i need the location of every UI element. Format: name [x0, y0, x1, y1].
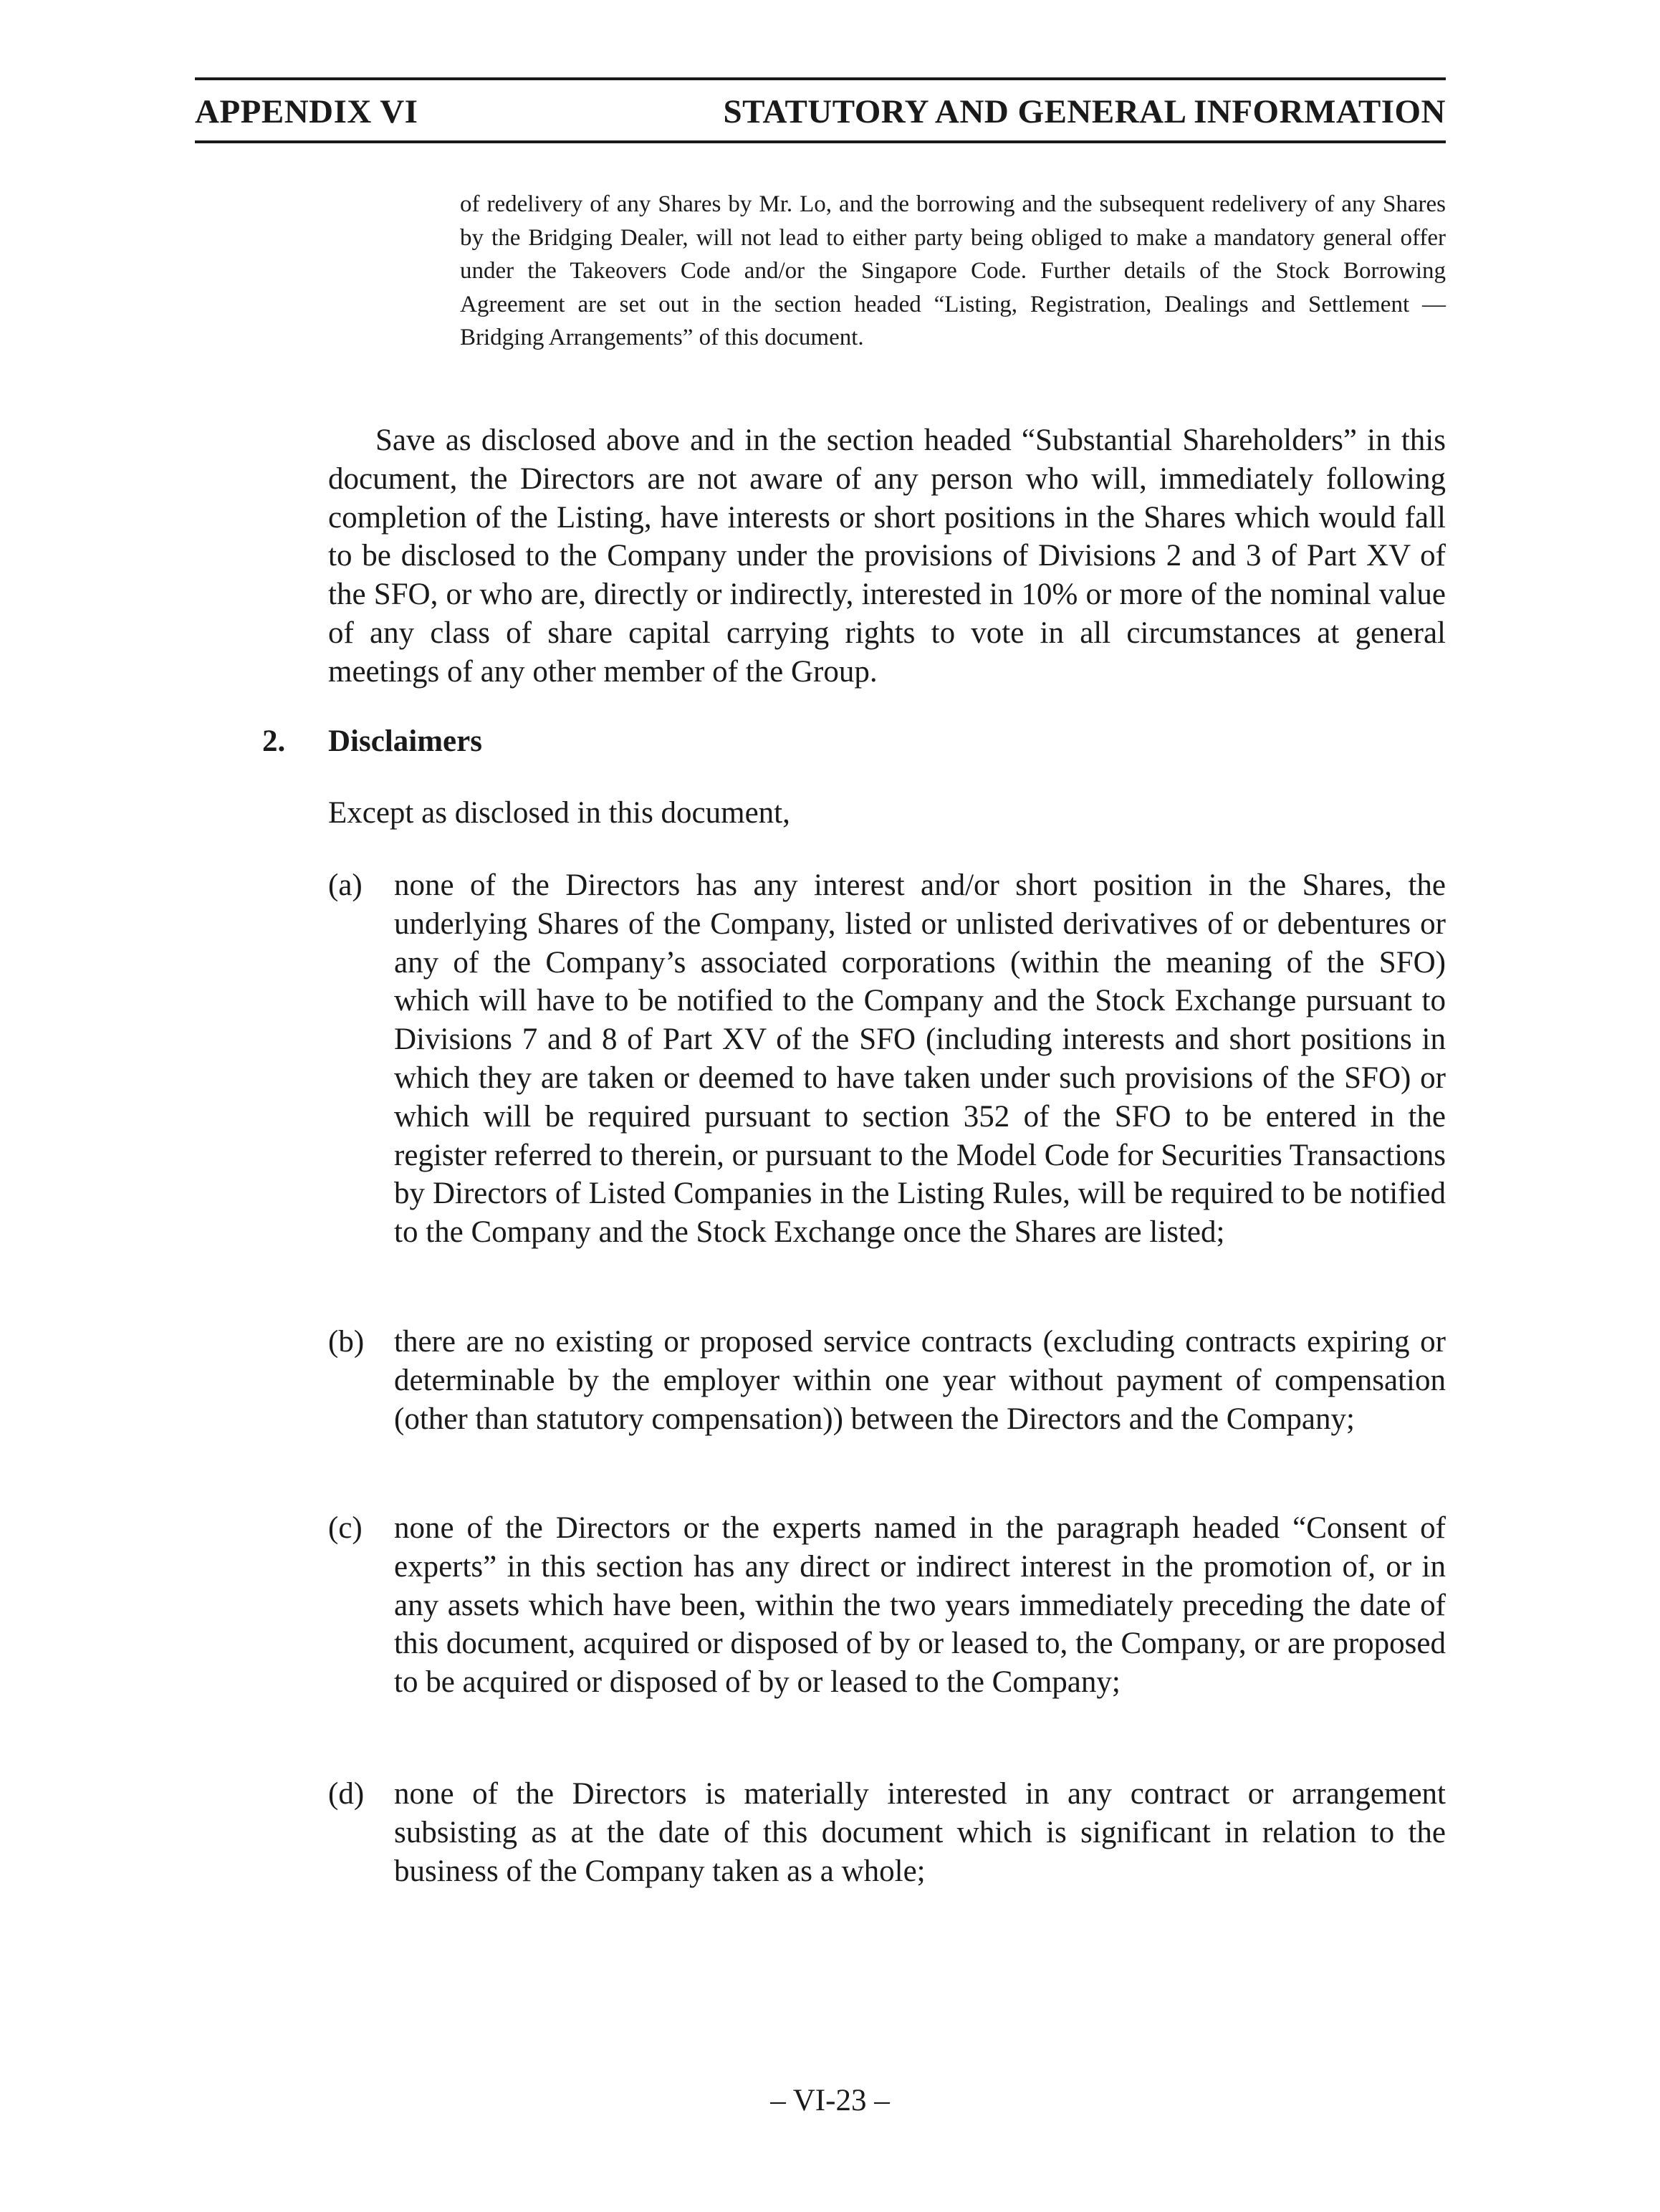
list-item-text: none of the Directors has any interest and/or short position in the Shares, the underlying Shares of the Company, listed or unlisted derivatives of or debentures or any of the Company’s associated corporations (within the meaning of the SFO) which will have to be notified to the Company and the Stock Exchange pursuant to Divisions 7 and 8 of Part XV of the SFO (including interests and short positions in which they are taken or deemed to have taken under such provisions of the SFO) or which will be required pursuant to section 352 of the SFO to be entered in the register referred to therein, or pursuant to the Model Code for Securities Transactions by Directors of Listed Companies in the Listing Rules, will be required to be notified to the Company and the Stock Exchange once the Shares are listed;: [394, 868, 1446, 1250]
list-item-label: (b): [328, 1325, 365, 1359]
list-item-a: [328, 866, 1446, 1252]
list-item-text: none of the Directors is materially interested in any contract or arrangement subsisting as at the date of this document which is significant in relation to the business of the Company taken as a whole;: [394, 1777, 1446, 1888]
indented-quote-block: [460, 188, 1446, 355]
page-number: – VI-23 –: [770, 2084, 890, 2117]
list-item-b: [328, 1323, 1446, 1438]
list-item-text: there are no existing or proposed service contracts (excluding contracts expiring or determinable by the employer within one year without payment of compensation (other than statutory compensation)) between the Directors and the Company;: [394, 1325, 1446, 1436]
list-item-label: (a): [328, 868, 363, 902]
section-intro: Except as disclosed in this document,: [328, 796, 790, 830]
header-appendix-label: APPENDIX VI: [195, 93, 418, 130]
list-item-text: none of the Directors or the experts named in the paragraph headed “Consent of experts” in this section has any direct or indirect interest in the promotion of, or in any assets which have been, within the two years immediately preceding the date of this document, acquired or disposed of by or leased to, the Company, or are proposed to be acquired or disposed of by or leased to the Company;: [394, 1511, 1446, 1700]
list-item-label: (c): [328, 1511, 363, 1545]
page-header: [195, 77, 1446, 143]
section-number: 2.: [262, 724, 286, 758]
header-section-title: STATUTORY AND GENERAL INFORMATION: [723, 93, 1446, 130]
section-title: Disclaimers: [328, 724, 482, 758]
list-item-d: [328, 1775, 1446, 1890]
list-item-label: (d): [328, 1777, 365, 1811]
list-item-c: [328, 1509, 1446, 1702]
quote-paragraph: of redelivery of any Shares by Mr. Lo, and the borrowing and the subsequent redelivery of any Shares by the Bridging Dealer, will not lead to either party being obliged to make a mandatory general offer under the Takeovers Code and/or the Singapore Code. Further details of the Stock Borrowing Agreement are set out in the section headed “Listing, Registration, Dealings and Settlement — Bridging Arrangements” of this document.: [460, 191, 1446, 350]
main-paragraph: Save as disclosed above and in the section headed “Substantial Shareholders” in this document, the Directors are not aware of any person who will, immediately following completion of the Listing, have interests or short positions in the Shares which would fall to be disclosed to the Company under the provisions of Divisions 2 and 3 of Part XV of the SFO, or who are, directly or indirectly, interested in 10% or more of the nominal value of any class of share capital carrying rights to vote in all circumstances at general meetings of any other member of the Group.: [328, 423, 1446, 689]
